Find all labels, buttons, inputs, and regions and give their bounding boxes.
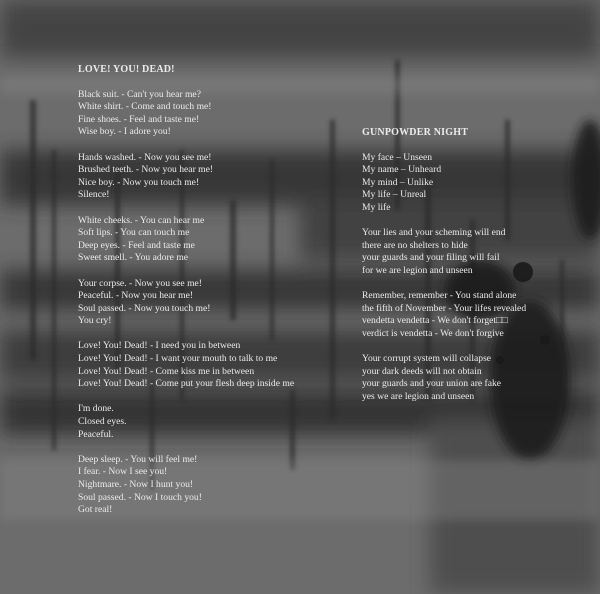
lyric-line: My face – Unseen [362,151,433,163]
lyric-line: Fine shoes. - Feel and taste me! [78,113,200,125]
lyric-line: verdict is vendetta - We don't forgive [362,327,504,339]
lyric-line: your dark deeds will not obtain [362,365,482,377]
lyric-line: yes we are legion and unseen [362,390,475,402]
lyric-line: for we are legion and unseen [362,264,473,276]
lyric-line: Soul passed. - Now you touch me! [78,302,211,314]
lyric-line: Peaceful. - Now you hear me! [78,290,194,302]
lyric-line: Your lies and your scheming will end [362,227,506,239]
lyric-line: My life – Unreal [362,189,427,201]
lyric-line: Remember, remember - You stand alone [362,290,517,302]
lyric-line: Brushed teeth. - Now you hear me! [78,164,214,176]
lyric-line: your guards and your filing will fail [362,252,500,264]
stanza [362,353,592,403]
lyric-line: Peaceful. [78,428,114,440]
stanza [78,403,348,441]
lyric-line: Your corrupt system will collapse [362,353,492,365]
stanza [362,152,592,215]
lyric-line: Wise boy. - I adore you! [78,126,171,138]
lyric-line: I fear. - Now I see you! [78,466,168,478]
lyric-line: Love! You! Dead! - Come put your flesh deep inside me [78,378,295,390]
lyric-line: Soft lips. - You can touch me [78,227,190,239]
lyric-line: Sweet smell. - You adore me [78,252,189,264]
lyric-line: Silence! [78,189,110,201]
lyric-line: Love! You! Dead! - I need you in between [78,340,241,352]
lyric-line: Love! You! Dead! - I want your mouth to talk to me [78,353,278,365]
stanza [362,290,592,340]
lyric-line: Closed eyes. [78,416,127,428]
stanza [78,152,348,202]
lyric-line: Black suit. - Can't you hear me? [78,88,201,100]
lyric-line: Hands washed. - Now you see me! [78,151,212,163]
stanza [362,227,592,277]
lyric-line: the fifth of November - Your lifes revealed [362,302,527,314]
poem-title: GUNPOWDER NIGHT [362,127,469,138]
stanza [78,454,348,517]
stanza [78,278,348,328]
lyric-line: Nice boy. - Now you touch me! [78,176,200,188]
stanza [78,89,348,139]
lyric-line: vendetta vendetta - We don't forget□□ [362,315,508,327]
lyric-line: Nightmare. - Now I hunt you! [78,479,194,490]
lyric-line: I'm done. [78,403,114,415]
lyrics-gunpowder-night [362,127,592,416]
lyric-line: Got real! [78,504,113,516]
lyric-line: Love! You! Dead! - Come kiss me in between [78,365,255,377]
lyric-line: My name – Unheard [362,164,442,176]
lyric-line: White cheeks. - You can hear me [78,214,205,226]
lyric-line: Deep sleep. - You will feel me! [78,453,198,465]
lyric-line: Deep eyes. - Feel and taste me [78,239,195,251]
lyric-line: My life [362,201,391,213]
lyric-line: You cry! [78,315,112,327]
lyrics-love-you-dead [78,64,348,529]
lyric-line: White shirt. - Come and touch me! [78,101,212,113]
lyric-line: Soul passed. - Now I touch you! [78,491,202,503]
lyric-line: Your corpse. - Now you see me! [78,277,202,289]
stanza [78,215,348,265]
poem-title: LOVE! YOU! DEAD! [78,64,175,75]
lyric-line: your guards and your union are fake [362,378,502,390]
stanza [78,340,348,390]
lyric-line: there are no shelters to hide [362,239,468,251]
lyric-line: My mind – Unlike [362,176,434,188]
